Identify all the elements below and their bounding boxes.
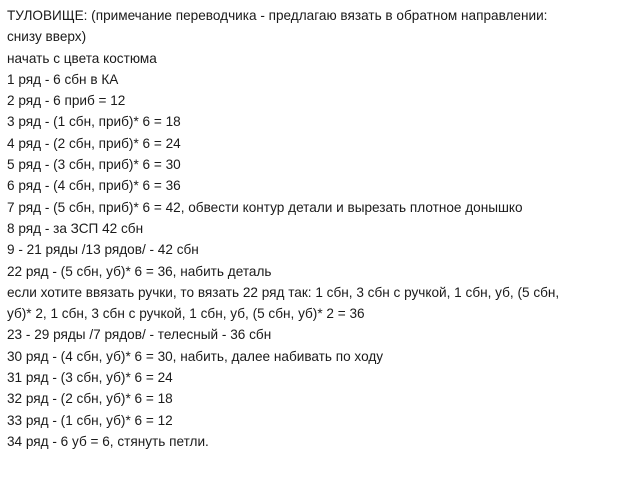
row-1: 1 ряд - 6 сбн в КА — [7, 71, 119, 87]
arms-note-continued: уб)* 2, 1 сбн, 3 сбн с ручкой, 1 сбн, уб, (5 сбн, уб)* 2 = 36 — [7, 306, 365, 322]
row-3: 3 ряд - (1 сбн, приб)* 6 = 18 — [7, 114, 181, 130]
row-4: 4 ряд - (2 сбн, приб)* 6 = 24 — [7, 135, 181, 151]
section-heading-continued: снизу вверх) — [7, 29, 87, 45]
rows-9-21: 9 - 21 ряды /13 рядов/ - 42 сбн — [7, 242, 199, 258]
row-2: 2 ряд - 6 приб = 12 — [7, 93, 126, 109]
row-6: 6 ряд - (4 сбн, приб)* 6 = 36 — [7, 178, 181, 194]
row-31: 31 ряд - (3 сбн, уб)* 6 = 24 — [7, 370, 173, 386]
row-5: 5 ряд - (3 сбн, приб)* 6 = 30 — [7, 157, 181, 173]
row-7: 7 ряд - (5 сбн, приб)* 6 = 42, обвести контур детали и вырезать плотное донышко — [7, 199, 523, 215]
arms-note: если хотите ввязать ручки, то вязать 22 ряд так: 1 сбн, 3 сбн с ручкой, 1 сбн, уб, (5 сбн, — [7, 284, 560, 300]
row-30: 30 ряд - (4 сбн, уб)* 6 = 30, набить, далее набивать по ходу — [7, 348, 384, 364]
section-heading: ТУЛОВИЩЕ: (примечание переводчика - предлагаю вязать в обратном направлении: — [7, 8, 548, 23]
row-34: 34 ряд - 6 уб = 6, стянуть петли. — [7, 433, 209, 449]
row-33: 33 ряд - (1 сбн, уб)* 6 = 12 — [7, 412, 173, 428]
intro-line: начать с цвета костюма — [7, 50, 157, 66]
row-8: 8 ряд - за ЗСП 42 сбн — [7, 220, 144, 236]
row-22: 22 ряд - (5 сбн, уб)* 6 = 36, набить деталь — [7, 263, 272, 279]
row-32: 32 ряд - (2 сбн, уб)* 6 = 18 — [7, 391, 173, 407]
rows-23-29: 23 - 29 ряды /7 рядов/ - телесный - 36 сбн — [7, 327, 272, 343]
pattern-text — [7, 5, 621, 452]
